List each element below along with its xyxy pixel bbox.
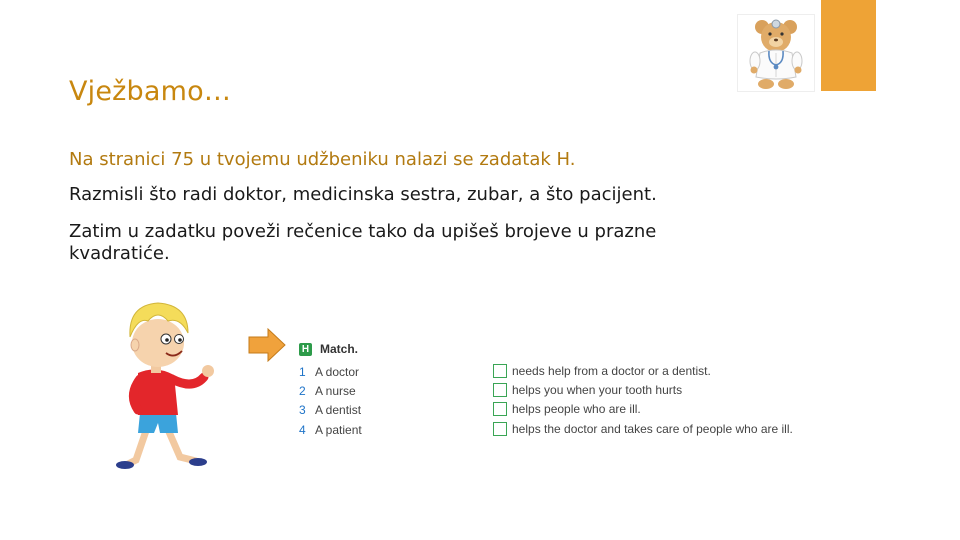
arrow-right-icon [248, 328, 286, 362]
match-items-list [299, 362, 362, 439]
item-number: 3 [299, 403, 306, 418]
exercise-title: Match. [320, 342, 359, 356]
list-item [299, 420, 362, 439]
list-item [299, 381, 362, 400]
exercise-badge: H [299, 343, 312, 356]
match-exercise [299, 339, 362, 439]
answer-text: needs help from a doctor or a dentist. [512, 363, 711, 378]
answer-row [493, 380, 793, 399]
answer-text: helps you when your tooth hurts [512, 382, 683, 397]
answer-text: helps people who are ill. [512, 402, 641, 417]
answer-row [493, 400, 793, 419]
item-number: 1 [299, 364, 306, 379]
item-text: A patient [315, 422, 362, 437]
instruction-line-3: Zatim u zadatku poveži rečenice tako da upišeš brojeve u prazne kvadratiće. [69, 221, 657, 264]
list-item [299, 401, 362, 420]
answer-list [493, 361, 793, 438]
answer-text: helps the doctor and takes care of people who are ill. [512, 421, 793, 436]
accent-decoration [821, 0, 876, 91]
instruction-line-1: Na stranici 75 u tvojemu udžbeniku nalazi se zadatak H. [69, 149, 576, 170]
answer-row [493, 419, 793, 438]
item-number: 2 [299, 383, 306, 398]
answer-checkbox[interactable] [493, 383, 507, 397]
item-text: A nurse [315, 383, 356, 398]
item-number: 4 [299, 422, 306, 437]
answer-checkbox[interactable] [493, 402, 507, 416]
exercise-heading [299, 339, 362, 359]
boy-illustration [108, 295, 233, 475]
answer-row [493, 361, 793, 380]
answer-checkbox[interactable] [493, 364, 507, 378]
answer-checkbox[interactable] [493, 422, 507, 436]
doctor-bear-illustration [737, 14, 815, 92]
page-title: Vježbamo… [69, 76, 232, 107]
list-item [299, 362, 362, 381]
item-text: A doctor [315, 364, 360, 379]
instruction-line-2: Razmisli što radi doktor, medicinska sestra, zubar, a što pacijent. [69, 184, 657, 205]
item-text: A dentist [315, 403, 362, 418]
